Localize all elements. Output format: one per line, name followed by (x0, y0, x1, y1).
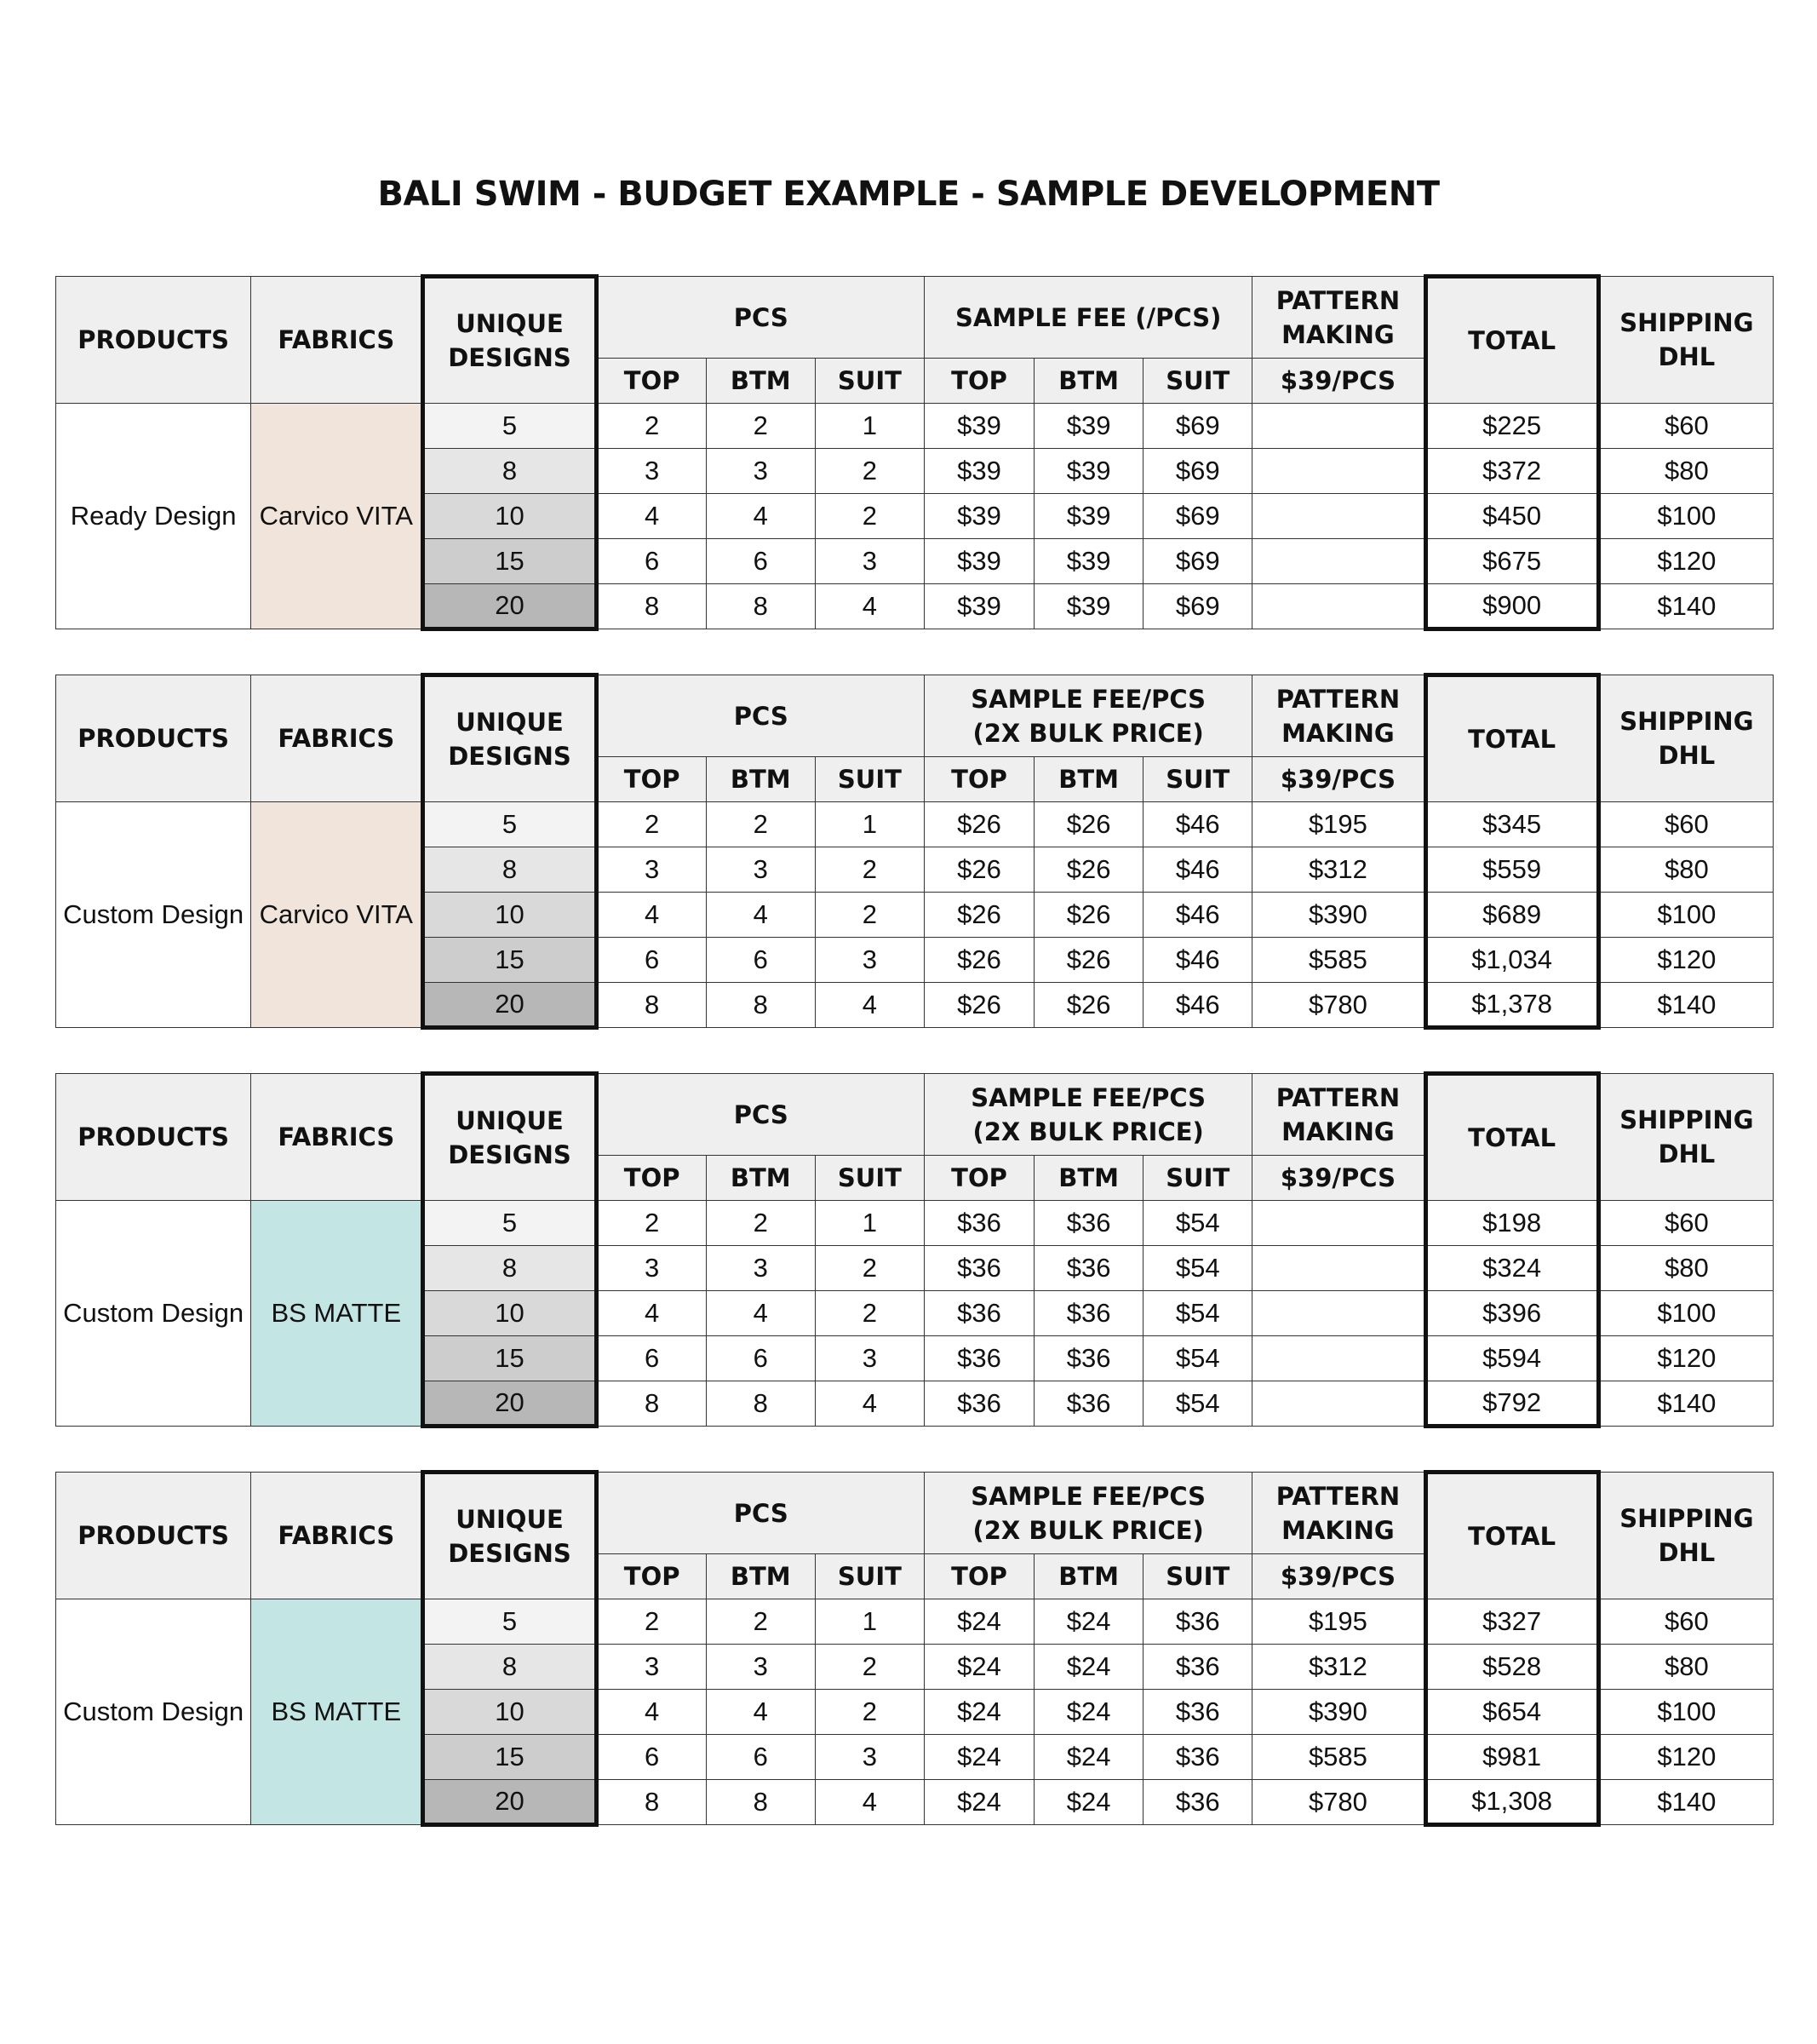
cell-fee-top: $36 (924, 1291, 1034, 1336)
cell-pcs-suit: 2 (815, 893, 924, 938)
budget-table-1 (55, 274, 1774, 631)
cell-fee-suit: $54 (1144, 1201, 1252, 1246)
cell-pcs-btm: 3 (706, 1645, 815, 1690)
subheader-pcs-btm: BTM (706, 1156, 815, 1201)
product-cell: Custom Design (56, 1599, 251, 1825)
header-row (56, 277, 1774, 359)
cell-shipping: $120 (1598, 1735, 1773, 1780)
fabric-cell: Carvico VITA (251, 404, 423, 629)
cell-pattern-making: $585 (1252, 1735, 1425, 1780)
cell-pattern-making (1252, 404, 1425, 449)
cell-fee-top: $39 (924, 584, 1034, 629)
cell-pcs-btm: 4 (706, 1690, 815, 1735)
cell-fee-suit: $36 (1144, 1645, 1252, 1690)
cell-pattern-making (1252, 494, 1425, 539)
cell-total: $675 (1425, 539, 1598, 584)
header-products: PRODUCTS (56, 1074, 251, 1201)
subheader-fee-btm: BTM (1035, 1156, 1144, 1201)
budget-table-2 (55, 673, 1774, 1030)
cell-pcs-suit: 4 (815, 983, 924, 1028)
cell-pcs-top: 8 (596, 1780, 706, 1825)
cell-pcs-btm: 4 (706, 1291, 815, 1336)
cell-pcs-top: 2 (596, 802, 706, 847)
cell-shipping: $100 (1598, 494, 1773, 539)
header-fabrics: FABRICS (251, 675, 423, 802)
subheader-pattern-rate: $39/PCS (1252, 1156, 1425, 1201)
cell-unique-designs: 10 (423, 494, 596, 539)
cell-pcs-btm: 8 (706, 584, 815, 629)
cell-pcs-top: 3 (596, 449, 706, 494)
cell-fee-top: $39 (924, 404, 1034, 449)
header-shipping: SHIPPING DHL (1598, 675, 1773, 802)
cell-fee-suit: $69 (1144, 539, 1252, 584)
cell-fee-btm: $26 (1035, 983, 1144, 1028)
cell-pcs-suit: 3 (815, 1336, 924, 1381)
cell-pcs-top: 3 (596, 1645, 706, 1690)
cell-fee-top: $26 (924, 802, 1034, 847)
cell-fee-top: $26 (924, 983, 1034, 1028)
cell-unique-designs: 15 (423, 539, 596, 584)
cell-pattern-making (1252, 1381, 1425, 1427)
cell-fee-suit: $54 (1144, 1246, 1252, 1291)
cell-pcs-btm: 3 (706, 449, 815, 494)
cell-pcs-suit: 1 (815, 802, 924, 847)
cell-total: $198 (1425, 1201, 1598, 1246)
cell-fee-suit: $36 (1144, 1599, 1252, 1645)
cell-unique-designs: 20 (423, 1381, 596, 1427)
product-cell: Custom Design (56, 1201, 251, 1427)
cell-fee-top: $39 (924, 539, 1034, 584)
cell-pcs-suit: 2 (815, 1246, 924, 1291)
header-products: PRODUCTS (56, 675, 251, 802)
cell-pattern-making: $390 (1252, 1690, 1425, 1735)
cell-fee-top: $26 (924, 893, 1034, 938)
header-total: TOTAL (1425, 1074, 1598, 1201)
subheader-pcs-btm: BTM (706, 757, 815, 802)
fabric-cell: BS MATTE (251, 1599, 423, 1825)
cell-fee-suit: $46 (1144, 802, 1252, 847)
cell-fee-top: $24 (924, 1780, 1034, 1825)
cell-unique-designs: 20 (423, 584, 596, 629)
header-sample-fee: SAMPLE FEE (/PCS) (924, 277, 1252, 359)
page-title: BALI SWIM - BUDGET EXAMPLE - SAMPLE DEVELOPMENT (377, 175, 1440, 214)
cell-fee-btm: $39 (1035, 449, 1144, 494)
header-pcs: PCS (596, 277, 924, 359)
cell-pcs-btm: 6 (706, 1336, 815, 1381)
cell-pcs-suit: 3 (815, 539, 924, 584)
cell-total: $324 (1425, 1246, 1598, 1291)
cell-pcs-suit: 2 (815, 449, 924, 494)
header-pcs: PCS (596, 1074, 924, 1156)
cell-fee-suit: $69 (1144, 494, 1252, 539)
table-row (56, 404, 1774, 449)
budget-grid (55, 673, 1774, 1030)
header-row (56, 675, 1774, 757)
cell-fee-suit: $69 (1144, 449, 1252, 494)
subheader-fee-btm: BTM (1035, 359, 1144, 404)
subheader-pcs-btm: BTM (706, 359, 815, 404)
subheader-pattern-rate: $39/PCS (1252, 757, 1425, 802)
cell-fee-suit: $46 (1144, 893, 1252, 938)
cell-shipping: $120 (1598, 938, 1773, 983)
cell-unique-designs: 10 (423, 1291, 596, 1336)
cell-pcs-suit: 2 (815, 1645, 924, 1690)
cell-pattern-making (1252, 584, 1425, 629)
cell-fee-btm: $24 (1035, 1735, 1144, 1780)
cell-pcs-btm: 8 (706, 1381, 815, 1427)
cell-fee-suit: $36 (1144, 1780, 1252, 1825)
header-fabrics: FABRICS (251, 1074, 423, 1201)
cell-fee-btm: $36 (1035, 1291, 1144, 1336)
subheader-fee-btm: BTM (1035, 1554, 1144, 1599)
budget-table-4 (55, 1470, 1774, 1827)
cell-fee-top: $26 (924, 847, 1034, 893)
cell-fee-suit: $46 (1144, 938, 1252, 983)
cell-fee-suit: $46 (1144, 847, 1252, 893)
cell-fee-top: $24 (924, 1645, 1034, 1690)
header-pcs: PCS (596, 1473, 924, 1554)
header-sample-fee: SAMPLE FEE/PCS (2X BULK PRICE) (924, 1473, 1252, 1554)
budget-grid (55, 1470, 1774, 1827)
cell-pcs-suit: 4 (815, 584, 924, 629)
subheader-fee-suit: SUIT (1144, 1156, 1252, 1201)
cell-fee-suit: $36 (1144, 1690, 1252, 1735)
cell-total: $450 (1425, 494, 1598, 539)
subheader-fee-top: TOP (924, 359, 1034, 404)
cell-shipping: $60 (1598, 1201, 1773, 1246)
header-sample-fee: SAMPLE FEE/PCS (2X BULK PRICE) (924, 1074, 1252, 1156)
cell-pcs-top: 2 (596, 1201, 706, 1246)
cell-fee-top: $26 (924, 938, 1034, 983)
cell-pattern-making: $780 (1252, 983, 1425, 1028)
cell-fee-top: $36 (924, 1201, 1034, 1246)
cell-total: $1,308 (1425, 1780, 1598, 1825)
cell-pcs-suit: 4 (815, 1780, 924, 1825)
header-fabrics: FABRICS (251, 1473, 423, 1599)
cell-fee-suit: $46 (1144, 983, 1252, 1028)
subheader-pcs-suit: SUIT (815, 359, 924, 404)
cell-shipping: $140 (1598, 584, 1773, 629)
cell-pattern-making: $390 (1252, 893, 1425, 938)
cell-pcs-btm: 8 (706, 1780, 815, 1825)
subheader-pattern-rate: $39/PCS (1252, 359, 1425, 404)
header-unique-designs: UNIQUE DESIGNS (423, 1473, 596, 1599)
subheader-fee-top: TOP (924, 1554, 1034, 1599)
cell-pcs-btm: 4 (706, 893, 815, 938)
cell-pcs-top: 8 (596, 1381, 706, 1427)
cell-pcs-top: 2 (596, 404, 706, 449)
table-row (56, 1599, 1774, 1645)
cell-shipping: $60 (1598, 802, 1773, 847)
cell-fee-btm: $24 (1035, 1599, 1144, 1645)
cell-fee-top: $24 (924, 1690, 1034, 1735)
cell-pcs-btm: 2 (706, 404, 815, 449)
cell-unique-designs: 10 (423, 893, 596, 938)
cell-pcs-suit: 2 (815, 847, 924, 893)
subheader-fee-suit: SUIT (1144, 1554, 1252, 1599)
cell-shipping: $100 (1598, 893, 1773, 938)
header-unique-designs: UNIQUE DESIGNS (423, 675, 596, 802)
header-row (56, 1074, 1774, 1156)
cell-pcs-btm: 8 (706, 983, 815, 1028)
cell-pattern-making: $195 (1252, 802, 1425, 847)
cell-shipping: $100 (1598, 1690, 1773, 1735)
cell-pcs-top: 3 (596, 1246, 706, 1291)
cell-fee-top: $36 (924, 1246, 1034, 1291)
product-cell: Ready Design (56, 404, 251, 629)
cell-pcs-suit: 2 (815, 1690, 924, 1735)
cell-fee-suit: $69 (1144, 584, 1252, 629)
cell-pcs-top: 6 (596, 1735, 706, 1780)
cell-shipping: $140 (1598, 1381, 1773, 1427)
cell-unique-designs: 5 (423, 1201, 596, 1246)
cell-fee-suit: $69 (1144, 404, 1252, 449)
cell-unique-designs: 8 (423, 449, 596, 494)
cell-pcs-btm: 2 (706, 1201, 815, 1246)
cell-shipping: $140 (1598, 983, 1773, 1028)
header-shipping: SHIPPING DHL (1598, 277, 1773, 404)
header-products: PRODUCTS (56, 1473, 251, 1599)
subheader-fee-top: TOP (924, 1156, 1034, 1201)
cell-pcs-btm: 3 (706, 847, 815, 893)
subheader-pcs-btm: BTM (706, 1554, 815, 1599)
header-pattern-making: PATTERN MAKING (1252, 1074, 1425, 1156)
cell-fee-suit: $54 (1144, 1381, 1252, 1427)
cell-pattern-making: $312 (1252, 847, 1425, 893)
cell-unique-designs: 15 (423, 938, 596, 983)
cell-unique-designs: 8 (423, 1246, 596, 1291)
cell-fee-btm: $26 (1035, 802, 1144, 847)
cell-total: $345 (1425, 802, 1598, 847)
header-unique-designs: UNIQUE DESIGNS (423, 277, 596, 404)
cell-total: $225 (1425, 404, 1598, 449)
cell-fee-top: $24 (924, 1735, 1034, 1780)
cell-total: $900 (1425, 584, 1598, 629)
cell-unique-designs: 8 (423, 1645, 596, 1690)
cell-shipping: $80 (1598, 847, 1773, 893)
cell-unique-designs: 20 (423, 983, 596, 1028)
cell-unique-designs: 5 (423, 404, 596, 449)
cell-pcs-btm: 4 (706, 494, 815, 539)
header-row (56, 1473, 1774, 1554)
header-pcs: PCS (596, 675, 924, 757)
cell-pcs-btm: 3 (706, 1246, 815, 1291)
subheader-pattern-rate: $39/PCS (1252, 1554, 1425, 1599)
cell-fee-btm: $39 (1035, 494, 1144, 539)
cell-pcs-top: 6 (596, 539, 706, 584)
cell-fee-btm: $26 (1035, 893, 1144, 938)
cell-total: $981 (1425, 1735, 1598, 1780)
header-pattern-making: PATTERN MAKING (1252, 675, 1425, 757)
header-total: TOTAL (1425, 277, 1598, 404)
cell-pcs-top: 2 (596, 1599, 706, 1645)
cell-pcs-top: 8 (596, 584, 706, 629)
cell-shipping: $120 (1598, 539, 1773, 584)
table-row (56, 1201, 1774, 1246)
cell-fee-suit: $54 (1144, 1291, 1252, 1336)
cell-total: $372 (1425, 449, 1598, 494)
cell-fee-btm: $24 (1035, 1690, 1144, 1735)
cell-pattern-making (1252, 1246, 1425, 1291)
cell-total: $792 (1425, 1381, 1598, 1427)
cell-pattern-making: $312 (1252, 1645, 1425, 1690)
header-unique-designs: UNIQUE DESIGNS (423, 1074, 596, 1201)
header-pattern-making: PATTERN MAKING (1252, 277, 1425, 359)
cell-shipping: $60 (1598, 1599, 1773, 1645)
cell-pcs-btm: 2 (706, 802, 815, 847)
header-pattern-making: PATTERN MAKING (1252, 1473, 1425, 1554)
cell-shipping: $80 (1598, 1645, 1773, 1690)
cell-pcs-btm: 6 (706, 938, 815, 983)
cell-fee-top: $36 (924, 1336, 1034, 1381)
subheader-fee-btm: BTM (1035, 757, 1144, 802)
subheader-fee-suit: SUIT (1144, 359, 1252, 404)
cell-fee-suit: $54 (1144, 1336, 1252, 1381)
cell-total: $1,378 (1425, 983, 1598, 1028)
cell-total: $396 (1425, 1291, 1598, 1336)
cell-fee-btm: $26 (1035, 938, 1144, 983)
subheader-fee-suit: SUIT (1144, 757, 1252, 802)
cell-pcs-btm: 6 (706, 539, 815, 584)
cell-pcs-suit: 2 (815, 1291, 924, 1336)
cell-shipping: $60 (1598, 404, 1773, 449)
cell-pcs-top: 4 (596, 893, 706, 938)
header-shipping: SHIPPING DHL (1598, 1473, 1773, 1599)
header-total: TOTAL (1425, 1473, 1598, 1599)
header-products: PRODUCTS (56, 277, 251, 404)
cell-total: $1,034 (1425, 938, 1598, 983)
cell-pcs-top: 6 (596, 1336, 706, 1381)
cell-total: $559 (1425, 847, 1598, 893)
subheader-pcs-top: TOP (596, 359, 706, 404)
budget-table-3 (55, 1071, 1774, 1428)
cell-fee-top: $39 (924, 449, 1034, 494)
subheader-fee-top: TOP (924, 757, 1034, 802)
subheader-pcs-suit: SUIT (815, 1156, 924, 1201)
cell-pcs-suit: 3 (815, 1735, 924, 1780)
cell-fee-btm: $24 (1035, 1780, 1144, 1825)
table-row (56, 802, 1774, 847)
cell-pcs-top: 6 (596, 938, 706, 983)
cell-unique-designs: 20 (423, 1780, 596, 1825)
cell-pcs-suit: 1 (815, 1599, 924, 1645)
subheader-pcs-suit: SUIT (815, 1554, 924, 1599)
cell-fee-btm: $26 (1035, 847, 1144, 893)
cell-shipping: $80 (1598, 1246, 1773, 1291)
cell-shipping: $80 (1598, 449, 1773, 494)
cell-pcs-top: 3 (596, 847, 706, 893)
cell-unique-designs: 15 (423, 1336, 596, 1381)
cell-pcs-btm: 6 (706, 1735, 815, 1780)
subheader-pcs-suit: SUIT (815, 757, 924, 802)
header-shipping: SHIPPING DHL (1598, 1074, 1773, 1201)
cell-unique-designs: 5 (423, 1599, 596, 1645)
cell-fee-btm: $24 (1035, 1645, 1144, 1690)
subheader-pcs-top: TOP (596, 1156, 706, 1201)
cell-total: $654 (1425, 1690, 1598, 1735)
cell-pcs-suit: 4 (815, 1381, 924, 1427)
cell-fee-btm: $39 (1035, 539, 1144, 584)
cell-pattern-making: $585 (1252, 938, 1425, 983)
cell-pattern-making (1252, 449, 1425, 494)
cell-total: $528 (1425, 1645, 1598, 1690)
fabric-cell: Carvico VITA (251, 802, 423, 1028)
cell-pcs-btm: 2 (706, 1599, 815, 1645)
subheader-pcs-top: TOP (596, 757, 706, 802)
cell-pattern-making (1252, 1291, 1425, 1336)
cell-fee-btm: $36 (1035, 1246, 1144, 1291)
cell-unique-designs: 10 (423, 1690, 596, 1735)
cell-fee-btm: $36 (1035, 1336, 1144, 1381)
cell-pattern-making (1252, 1201, 1425, 1246)
cell-fee-btm: $36 (1035, 1381, 1144, 1427)
header-fabrics: FABRICS (251, 277, 423, 404)
cell-fee-suit: $36 (1144, 1735, 1252, 1780)
cell-shipping: $140 (1598, 1780, 1773, 1825)
cell-unique-designs: 15 (423, 1735, 596, 1780)
cell-total: $689 (1425, 893, 1598, 938)
cell-unique-designs: 8 (423, 847, 596, 893)
cell-pcs-suit: 1 (815, 404, 924, 449)
cell-pcs-top: 4 (596, 1690, 706, 1735)
cell-fee-top: $24 (924, 1599, 1034, 1645)
cell-fee-btm: $39 (1035, 404, 1144, 449)
cell-fee-top: $36 (924, 1381, 1034, 1427)
cell-pattern-making (1252, 539, 1425, 584)
cell-unique-designs: 5 (423, 802, 596, 847)
cell-pattern-making: $780 (1252, 1780, 1425, 1825)
cell-pcs-suit: 1 (815, 1201, 924, 1246)
cell-pcs-suit: 3 (815, 938, 924, 983)
cell-fee-btm: $36 (1035, 1201, 1144, 1246)
budget-grid (55, 1071, 1774, 1428)
budget-grid (55, 274, 1774, 631)
subheader-pcs-top: TOP (596, 1554, 706, 1599)
cell-shipping: $100 (1598, 1291, 1773, 1336)
fabric-cell: BS MATTE (251, 1201, 423, 1427)
cell-fee-btm: $39 (1035, 584, 1144, 629)
header-sample-fee: SAMPLE FEE/PCS (2X BULK PRICE) (924, 675, 1252, 757)
product-cell: Custom Design (56, 802, 251, 1028)
cell-total: $327 (1425, 1599, 1598, 1645)
cell-pattern-making (1252, 1336, 1425, 1381)
cell-pcs-top: 8 (596, 983, 706, 1028)
cell-pcs-top: 4 (596, 494, 706, 539)
cell-fee-top: $39 (924, 494, 1034, 539)
cell-total: $594 (1425, 1336, 1598, 1381)
cell-shipping: $120 (1598, 1336, 1773, 1381)
header-total: TOTAL (1425, 675, 1598, 802)
cell-pcs-top: 4 (596, 1291, 706, 1336)
cell-pcs-suit: 2 (815, 494, 924, 539)
cell-pattern-making: $195 (1252, 1599, 1425, 1645)
